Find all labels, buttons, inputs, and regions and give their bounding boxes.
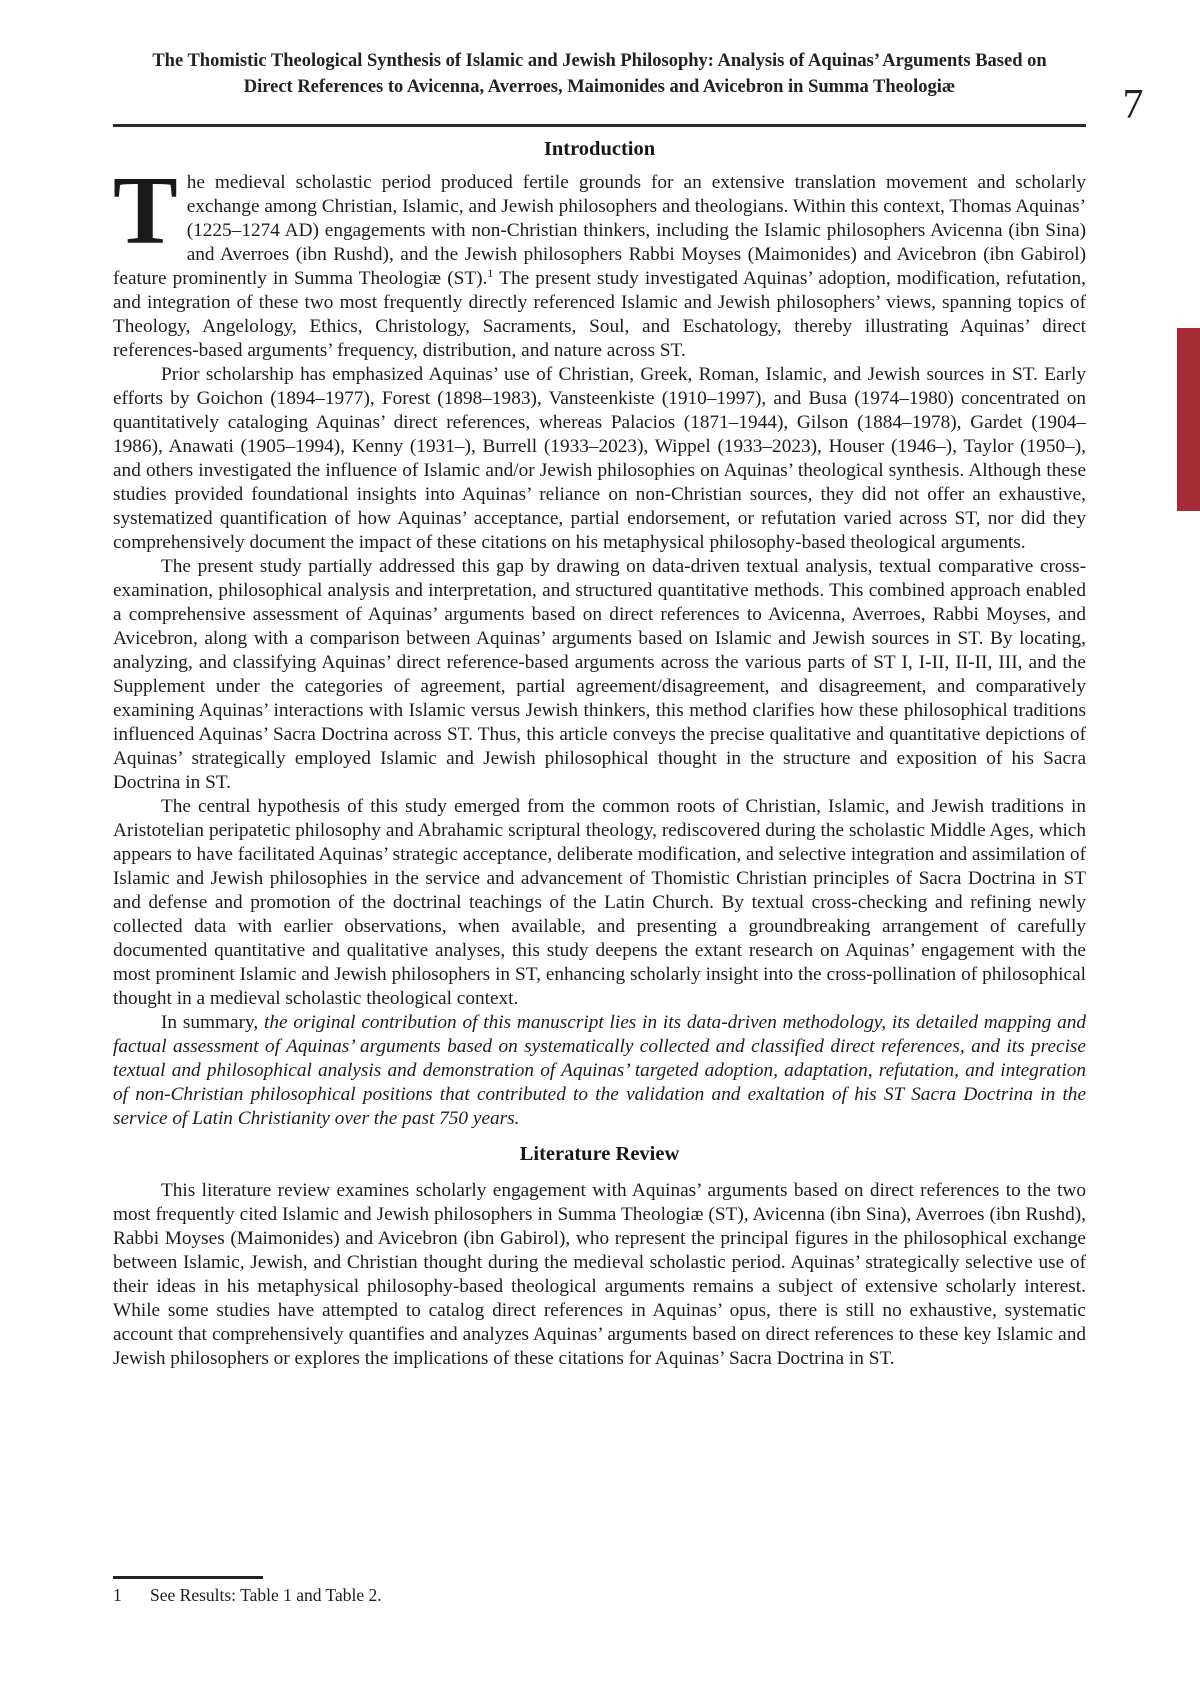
- paragraph: [113, 1011, 1086, 1131]
- page-number: 7: [1122, 82, 1144, 128]
- literature-review-paragraphs: [113, 1179, 1086, 1371]
- body-text: This literature review examines scholarly engagement with Aquinas’ arguments based on direct references to the two most frequently cited Islamic and Jewish philosophers in Summa Theologiæ (ST), Avicenna (ibn Sina), Averroes (ibn Rushd), Rabbi Moyses (Maimonides) and Avicebron (ibn Gabirol), who represent the principal figures in the philosophical exchange between Islamic, Jewish, and Christian thought during the medieval scholastic period. Aquinas’ strategically selective use of their ideas in his metaphysical philosophy-based theological arguments remains a subject of extensive scholarly interest. While some studies have attempted to catalog direct references in Aquinas’ opus, there is still no exhaustive, systematic account that comprehensively quantifies and analyzes Aquinas’ arguments based on direct references to these key Islamic and Jewish philosophers or explores the implications of these citations for Aquinas’ Sacra Doctrina in ST.: [113, 1180, 1086, 1369]
- paragraph: [113, 555, 1086, 795]
- body-text: he medieval scholastic period produced fertile grounds for an extensive translation movement and scholarly exchange among Christian, Islamic, and Jewish philosophers and theologians. Within this context, Thomas Aquinas’ (1225–1274 AD) engagements with non-Christian thinkers, including the Islamic philosophers Avicenna (ibn Sina) and Averroes (ibn Rushd), and the Jewish philosophers Rabbi Moyses (Maimonides) and Avicebron (ibn Gabirol) feature prominently in Summa Theologiæ (ST).: [113, 172, 1086, 289]
- footnote-area: [113, 1576, 1086, 1606]
- introduction-paragraphs: [113, 157, 1087, 1131]
- margin-marker-bar: [1177, 328, 1200, 511]
- running-header-line-1: The Thomistic Theological Synthesis of Islamic and Jewish Philosophy: Analysis of Aquinas’ Arguments Based on: [152, 51, 1047, 71]
- body-text: The present study investigated Aquinas’ adoption, modification, refutation, and integration of these two most frequently directly referenced Islamic and Jewish philosophers’ views, spanning topics of Theology, Angelology, Ethics, Christology, Sacraments, Soul, and Eschatology, thereby illustrating Aquinas’ direct references-based arguments’ frequency, distribution, and nature across ST.: [113, 268, 1086, 361]
- paragraph: [113, 1179, 1086, 1371]
- body-text: In summary,: [161, 1012, 265, 1033]
- emphasized-text: the original contribution of this manuscript lies in its data-driven methodology, its detailed mapping and factual assessment of Aquinas’ arguments based on systematically collected and classified direct references, and its precise textual and philosophical analysis and demonstration of Aquinas’ targeted adoption, adaptation, refutation, and integration of non-Christian philosophical positions that contributed to the validation and exaltation of his ST Sacra Doctrina in the service of Latin Christianity over the past 750 years.: [113, 1012, 1087, 1129]
- body-text: The present study partially addressed this gap by drawing on data-driven textual analysis, textual comparative cross-examination, philosophical analysis and interpretation, and structured quantitative methods. This combined approach enabled a comprehensive assessment of Aquinas’ arguments based on direct references to Avicenna, Averroes, Rabbi Moyses, and Avicebron, along with a comparison between Aquinas’ arguments based on Islamic and Jewish sources in ST. By locating, analyzing, and classifying Aquinas’ direct reference-based arguments across the various parts of ST I, I-II, II-II, III, and the Supplement under the categories of agreement, partial agreement/disagreement, and disagreement, and comparatively examining Aquinas’ interactions with Islamic versus Jewish thinkers, this method clarifies how these philosophical traditions influenced Aquinas’ Sacra Doctrina across ST. Thus, this article conveys the precise qualitative and quantitative depictions of Aquinas’ strategically employed Islamic and Jewish philosophical thought in the structure and exposition of his Sacra Doctrina in ST.: [113, 556, 1086, 793]
- section-heading-literature-review: Literature Review: [519, 1143, 680, 1165]
- body-text: The central hypothesis of this study emerged from the common roots of Christian, Islamic, and Jewish traditions in Aristotelian peripatetic philosophy and Abrahamic scriptural theology, rediscovered during the scholastic Middle Ages, which appears to have facilitated Aquinas’ strategic acceptance, deliberate modification, and selective integration and assimilation of Islamic and Jewish philosophies in the service and advancement of Thomistic Christian principles of Sacra Doctrina in ST and defense and promotion of the doctrinal teachings of the Latin Church. By textual cross-checking and refining newly collected data with earlier observations, when available, and presenting a groundbreaking arrangement of carefully documented quantitative and qualitative analyses, this study deepens the extant research on Aquinas’ engagement with the most prominent Islamic and Jewish philosophers in ST, enhancing scholarly insight into the cross-pollination of philosophical thought in a medieval scholastic theological context.: [113, 796, 1086, 1009]
- footnote-text: See Results: Table 1 and Table 2.: [150, 1584, 382, 1605]
- page-body: [113, 132, 1086, 1371]
- body-text: Prior scholarship has emphasized Aquinas’ use of Christian, Greek, Roman, Islamic, and Jewish sources in ST. Early efforts by Goichon (1894–1977), Forest (1898–1983), Vansteenkiste (1910–1997), and Busa (1974–1980) concentrated on quantitatively cataloging Aquinas’ direct references, whereas Palacios (1871–1944), Gilson (1884–1978), Gardet (1904–1986), Anawati (1905–1994), Kenny (1931–), Burrell (1933–2023), Wippel (1933–2023), Houser (1946–), Taylor (1950–), and others investigated the influence of Islamic and/or Jewish philosophies on Aquinas’ theological synthesis. Although these studies provided foundational insights into Aquinas’ reliance on non-Christian sources, they did not offer an exhaustive, systematized quantification of how Aquinas’ acceptance, partial endorsement, or refutation varied across ST, nor did they comprehensively document the impact of these citations on his metaphysical philosophy-based theological arguments.: [113, 364, 1086, 553]
- header-rule: [113, 124, 1086, 127]
- footnote-number: 1: [113, 1584, 122, 1605]
- paragraph: [113, 363, 1086, 555]
- paragraph: [113, 795, 1086, 1011]
- footnote: [113, 1585, 1086, 1606]
- paragraph: [113, 157, 1086, 363]
- section-heading-introduction: Introduction: [543, 138, 656, 160]
- running-header-line-2: Direct References to Avicenna, Averroes, Maimonides and Avicebron in Summa Theologiæ: [243, 77, 956, 97]
- dropcap-letter: T: [113, 157, 178, 264]
- running-header-title: [113, 48, 1086, 100]
- footnote-separator-rule: [113, 1576, 263, 1579]
- footnote-reference: 1: [487, 266, 494, 280]
